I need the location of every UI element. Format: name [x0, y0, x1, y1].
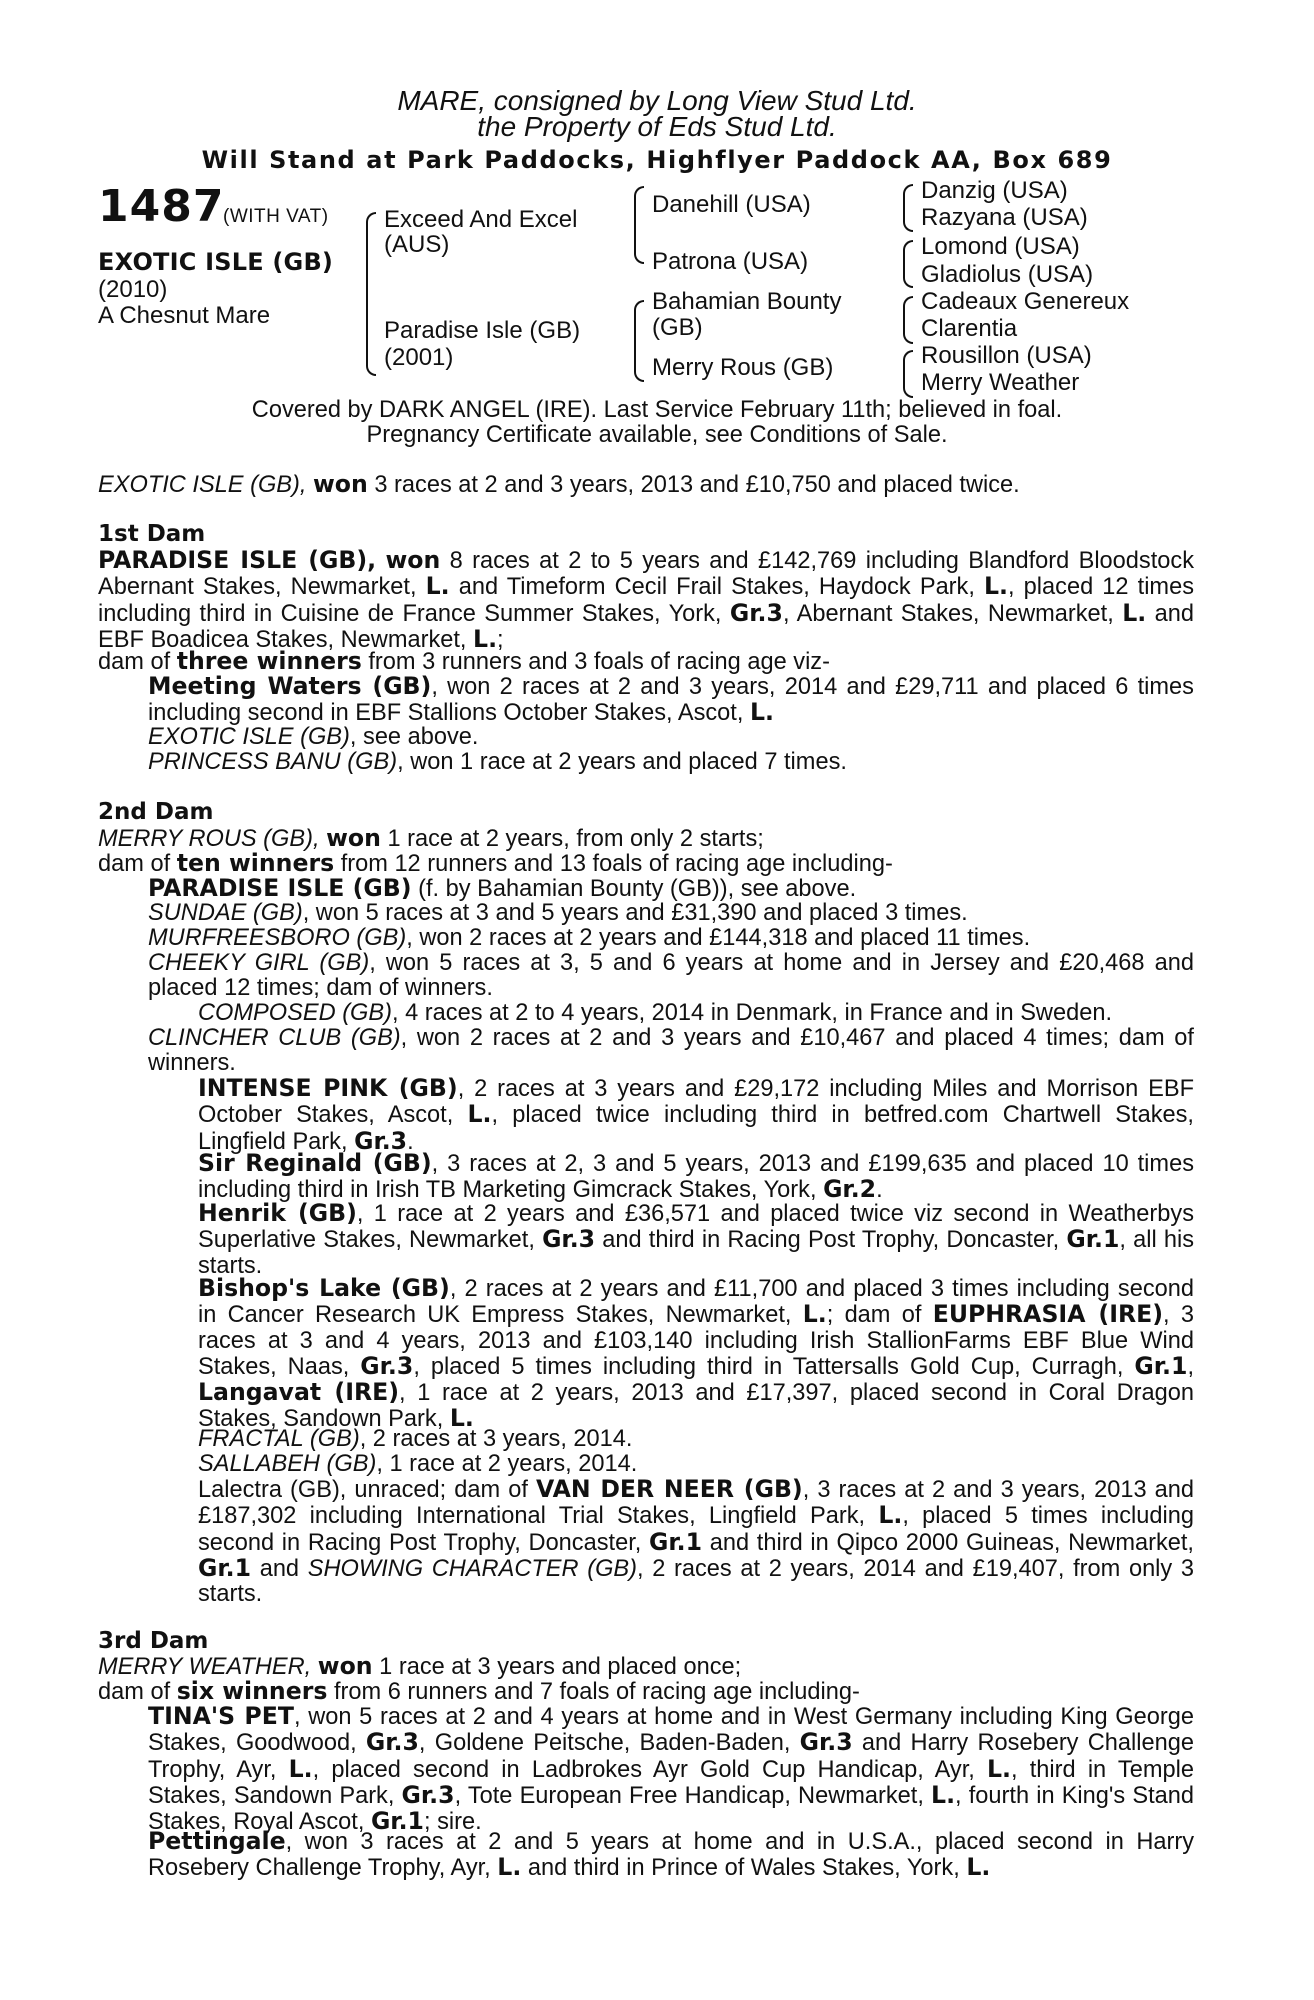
horse-record: , won 3 races at 2 and 5 years at home and in U.S.A., placed second in Harry Rosebery Challenge Trophy, Ayr, — [148, 1829, 1194, 1882]
group-3-badge: Gr.3 — [360, 1351, 414, 1380]
pedigree-brace-3 — [634, 300, 644, 382]
lot-name: EXOTIC ISLE (GB) — [98, 248, 334, 276]
listed-badge: L. — [984, 572, 1008, 601]
third-dam-won: won — [317, 1652, 373, 1680]
horse-record: , 1 race at 2 years and £36,571 and placed twice viz second in Weatherbys Superlative Stakes, Newmarket, — [198, 1201, 1194, 1254]
produce-entry — [148, 725, 1194, 750]
horse-name: EXOTIC ISLE (GB) — [148, 724, 350, 750]
first-dam-name: PARADISE ISLE (GB), — [98, 546, 377, 574]
group-3-badge: Gr.3 — [542, 1225, 596, 1254]
horse-name: FRACTAL (GB) — [198, 1426, 360, 1452]
horse-record: , won 2 races at 2 and 3 years and £10,467 and placed 4 times; dam of winners. — [148, 1025, 1194, 1077]
produce-entry — [198, 1201, 1194, 1279]
horse-record: , 3 races at 2, 3 and 5 years, 2013 and £199,635 and placed 10 times including third in Irish TB Marketing Gimcrack Stakes, York, — [198, 1151, 1194, 1204]
horse-record: and third in Qipco 2000 Guineas, Newmarket, — [702, 1529, 1194, 1556]
listed-badge: L. — [1122, 598, 1147, 627]
horse-record: , 1 race at 2 years, 2013 and £17,397, placed second in Coral Dragon Stakes, Sandown Park, — [198, 1380, 1194, 1433]
listed-badge: L. — [473, 624, 498, 653]
horse-name: Bishop's Lake (GB) — [198, 1274, 450, 1302]
pedigree-brace-7 — [903, 350, 913, 398]
horse-name: Henrik (GB) — [198, 1199, 357, 1227]
winners-count: three winners — [176, 647, 362, 675]
produce-entry — [148, 750, 1194, 775]
horse-record: , won 5 races at 3 and 5 years and £31,390 and placed 3 times. — [302, 900, 968, 926]
first-dam-heading: 1st Dam — [98, 521, 206, 547]
summary-won: won — [313, 470, 368, 498]
second-dam-won: won — [326, 824, 381, 852]
summary-name: EXOTIC ISLE (GB), — [98, 472, 307, 498]
produce-entry — [198, 1477, 1194, 1607]
consignor-line: MARE, consigned by Long View Stud Ltd. — [397, 85, 917, 116]
horse-name: MURFREESBORO (GB) — [148, 925, 407, 951]
second-dam-name: MERRY ROUS (GB), — [98, 826, 320, 852]
stand-location: Will Stand at Park Paddocks, Highflyer Paddock AA, Box 689 — [201, 146, 1113, 174]
horse-name: SHOWING CHARACTER (GB) — [307, 1555, 638, 1582]
horse-record: and — [251, 1555, 308, 1582]
listed-badge: L. — [288, 1754, 313, 1783]
lot-description: A Chesnut Mare — [98, 302, 271, 329]
horse-record: Lalectra (GB), unraced; dam of — [198, 1477, 536, 1503]
pedigree-dam-sire: Bahamian Bounty — [652, 288, 842, 315]
property-line: the Property of Eds Stud Ltd. — [477, 111, 837, 142]
pedigree-brace-2 — [634, 186, 644, 264]
pregnancy-line: Pregnancy Certificate available, see Conditions of Sale. — [366, 422, 948, 448]
pedigree-brace-1 — [366, 212, 376, 376]
pedigree-brace-6 — [903, 296, 913, 344]
produce-entry — [148, 926, 1194, 951]
pedigree-g7: Rousillon (USA) — [921, 342, 1092, 369]
produce-entry — [148, 901, 1194, 926]
produce-entry — [148, 674, 1194, 727]
horse-record: and Harry Rosebery Challenge Trophy, Ayr, — [148, 1730, 1194, 1783]
third-dam-name: MERRY WEATHER, — [98, 1654, 312, 1680]
pedigree-sire-dam: Patrona (USA) — [652, 248, 809, 275]
horse-name: SALLABEH (GB) — [198, 1451, 377, 1477]
horse-name: COMPOSED (GB) — [198, 1000, 393, 1026]
first-dam-won: won — [385, 546, 441, 574]
listed-badge: L. — [449, 1404, 474, 1433]
horse-name: Sir Reginald (GB) — [198, 1149, 432, 1177]
horse-record: (f. by Bahamian Bounty (GB)), see above. — [411, 876, 857, 902]
listed-badge: L. — [467, 1100, 492, 1129]
horse-record: , see above. — [349, 724, 479, 750]
horse-name: TINA'S PET — [148, 1702, 294, 1730]
pedigree-sire-sire: Danehill (USA) — [652, 191, 811, 218]
horse-name: CHEEKY GIRL (GB) — [148, 950, 370, 976]
listed-badge: L. — [878, 1501, 903, 1530]
produce-entry — [198, 1001, 1194, 1026]
horse-name: PRINCESS BANU (GB) — [148, 749, 398, 775]
pedigree-g1: Danzig (USA) — [921, 177, 1068, 204]
horse-name: PARADISE ISLE (GB) — [148, 874, 412, 902]
dam-of-label: dam of — [98, 851, 177, 877]
produce-entry — [198, 1452, 1194, 1477]
dam-of-label: dam of — [98, 649, 177, 675]
third-dam-text: 1 race at 3 years and placed once; — [372, 1654, 742, 1680]
horse-name: Pettingale — [148, 1827, 286, 1855]
pedigree-g6: Clarentia — [921, 315, 1018, 342]
horse-record: , 2 races at 3 years and £29,172 including Miles and Morrison EBF October Stakes, Ascot, — [198, 1076, 1194, 1129]
first-dam-record — [98, 548, 1194, 653]
horse-record: , won 2 races at 2 years and £144,318 and placed 11 times. — [406, 925, 1031, 951]
produce-entry — [148, 1704, 1194, 1835]
listed-badge: L. — [749, 698, 774, 727]
listed-badge: L. — [497, 1853, 522, 1882]
listed-badge: L. — [425, 572, 450, 601]
horse-record: , won 1 race at 2 years and placed 7 times. — [397, 749, 847, 775]
horse-record: , — [1187, 1353, 1194, 1380]
pedigree-dam-sire-country: (GB) — [652, 314, 703, 341]
horse-name: EUPHRASIA (IRE) — [932, 1300, 1164, 1329]
horse-record: , 2 races at 3 years, 2014. — [359, 1426, 633, 1452]
group-1-badge: Gr.1 — [370, 1807, 424, 1836]
listed-badge: L. — [987, 1754, 1012, 1783]
horse-record: , won 5 races at 3, 5 and 6 years at home and in Jersey and £20,468 and placed 12 times; dam of winners. — [148, 950, 1194, 1002]
pedigree-brace-5 — [903, 240, 913, 288]
dam-of-text: from 3 runners and 3 foals of racing age viz- — [361, 649, 830, 675]
horse-name: VAN DER NEER (GB) — [535, 1475, 803, 1503]
covered-line: Covered by DARK ANGEL (IRE). Last Service February 11th; believed in foal. — [251, 397, 1063, 423]
dam-of-label: dam of — [98, 1679, 177, 1705]
second-dam-heading: 2nd Dam — [98, 799, 214, 825]
pedigree-sire: Exceed And Excel — [384, 206, 578, 233]
listed-badge: L. — [802, 1300, 827, 1329]
winners-count: ten winners — [176, 849, 335, 877]
group-3-badge: Gr.3 — [799, 1728, 853, 1757]
pedigree-g8: Merry Weather — [921, 369, 1080, 396]
first-dam-text-4: , Abernant Stakes, Newmarket, — [782, 600, 1123, 627]
first-dam-text-1: 8 races at 2 to 5 years and £142,769 including Blandford Bloodstock Abernant Stakes, Newmarket, — [98, 548, 1194, 601]
horse-name: CLINCHER CLUB (GB) — [148, 1025, 401, 1051]
vat-note: (WITH VAT) — [223, 206, 329, 227]
dam-of-text: from 12 runners and 13 foals of racing age including- — [334, 851, 893, 877]
group-1-badge: Gr.1 — [1066, 1225, 1120, 1254]
group-3-badge: Gr.3 — [354, 1126, 408, 1155]
pedigree-g2: Razyana (USA) — [921, 204, 1088, 231]
produce-entry — [148, 1026, 1194, 1077]
listed-badge: L. — [966, 1853, 991, 1882]
horse-name: Meeting Waters (GB) — [148, 672, 432, 700]
horse-record: , placed second in Ladbrokes Ayr Gold Cup Handicap, Ayr, — [312, 1756, 988, 1783]
lot-year: (2010) — [98, 276, 168, 303]
summary-text: 3 races at 2 and 3 years, 2013 and £10,750 and placed twice. — [367, 472, 1020, 498]
produce-entry: INTENSE PINK (GB), 2 races at 3 years and £29,172 including Miles and Morrison EBF October Stakes, Ascot, L., placed twice including third in betfred.com Chartwell Stakes, Lingfield Park, Gr.3. — [198, 1074, 1194, 1155]
produce-entry — [198, 1427, 1194, 1452]
horse-record: , 3 races at 3 and 4 years, 2013 and £103,140 including Irish StallionFarms EBF Blue Wind Stakes, Naas, — [198, 1302, 1194, 1380]
group-1-badge: Gr.1 — [198, 1553, 252, 1582]
horse-record: , Tote European Free Handicap, Newmarket, — [454, 1782, 932, 1809]
first-dam-text-2: and Timeform Cecil Frail Stakes, Haydock Park, — [449, 574, 984, 601]
dam-of-text: from 6 runners and 7 foals of racing age including- — [327, 1679, 860, 1705]
produce-entry — [198, 1276, 1194, 1433]
horse-name: INTENSE PINK (GB) — [198, 1074, 458, 1102]
pedigree-g5: Cadeaux Genereux — [921, 288, 1130, 315]
produce-entry — [148, 951, 1194, 1002]
pedigree-dam-dam: Merry Rous (GB) — [652, 354, 834, 381]
horse-record: , third in Temple Stakes, Sandown Park, — [148, 1756, 1194, 1809]
first-dam-text-5: and EBF Boadicea Stakes, Newmarket, — [98, 600, 1194, 653]
listed-badge: L. — [931, 1780, 956, 1809]
horse-record: , 2 races at 2 years, 2014 and £19,407, from only 3 starts. — [198, 1555, 1195, 1608]
group-3-badge: Gr.3 — [729, 598, 783, 627]
second-dam-text: 1 race at 2 years, from only 2 starts; — [380, 826, 764, 852]
pedigree-sire-country: (AUS) — [384, 231, 450, 258]
first-dam-text-3: , placed 12 times including third in Cuisine de France Summer Stakes, York, — [98, 574, 1195, 627]
pedigree-g3: Lomond (USA) — [921, 233, 1080, 260]
pedigree-dam-year: (2001) — [384, 344, 454, 371]
group-1-badge: Gr.1 — [649, 1527, 703, 1556]
produce-entry — [148, 876, 1194, 902]
horse-record: , fourth in King's Stand Stakes, Royal Ascot, — [148, 1782, 1195, 1836]
horse-record: , Goldene Peitsche, Baden-Baden, — [418, 1730, 800, 1757]
group-3-badge: Gr.3 — [365, 1728, 419, 1757]
pedigree-brace-4 — [903, 184, 913, 232]
horse-record: , placed 5 times including third in Tattersalls Gold Cup, Curragh, — [413, 1353, 1135, 1380]
horse-record: , 4 races at 2 to 4 years, 2014 in Denmark, in France and in Sweden. — [392, 1000, 1113, 1026]
horse-record: ; dam of — [826, 1302, 933, 1329]
horse-record: ; sire. — [423, 1809, 482, 1836]
horse-record: , won 2 races at 2 and 3 years, 2014 and £29,711 and placed 6 times including second in EBF Stallions October Stakes, Ascot, — [148, 674, 1194, 727]
third-dam-heading: 3rd Dam — [98, 1628, 209, 1654]
horse-name: SUNDAE (GB) — [148, 900, 303, 926]
horse-record: , 2 races at 2 years and £11,700 and placed 3 times including second in Cancer Research UK Empress Stakes, Newmarket, — [198, 1276, 1194, 1329]
horse-record: , 3 races at 2 and 3 years, 2013 and £187,302 including International Trial Stakes, Lingfield Park, — [198, 1477, 1194, 1530]
produce-entry — [148, 1829, 1194, 1882]
horse-record: , placed twice including third in betfred.com Chartwell Stakes, Lingfield Park, — [198, 1102, 1194, 1155]
group-2-badge: Gr.2 — [823, 1175, 877, 1204]
group-1-badge: Gr.1 — [1134, 1351, 1188, 1380]
horse-record: , all his starts. — [198, 1227, 1195, 1279]
produce-entry: Sir Reginald (GB), 3 races at 2, 3 and 5 years, 2013 and £199,635 and placed 10 times including third in Irish TB Marketing Gimcrack Stakes, York, Gr.2. — [198, 1149, 1194, 1204]
horse-record: , won 5 races at 2 and 4 years at home and in West Germany including King George Stakes, Goodwood, — [148, 1704, 1195, 1757]
pedigree-g4: Gladiolus (USA) — [921, 261, 1094, 288]
horse-name: Langavat (IRE) — [198, 1378, 400, 1407]
horse-record: , placed 5 times including second in Racing Post Trophy, Doncaster, — [198, 1503, 1194, 1556]
group-3-badge: Gr.3 — [401, 1780, 455, 1809]
horse-record: and third in Prince of Wales Stakes, York, — [521, 1855, 967, 1882]
horse-record: , 1 race at 2 years, 2014. — [376, 1451, 638, 1477]
first-dam-text-6: ; — [497, 626, 504, 653]
lot-number: 1487 — [98, 181, 225, 232]
winners-count: six winners — [176, 1677, 328, 1705]
pedigree-dam: Paradise Isle (GB) — [384, 317, 581, 344]
horse-record: and third in Racing Post Trophy, Doncaster, — [595, 1227, 1067, 1254]
lot-summary — [98, 472, 1194, 498]
